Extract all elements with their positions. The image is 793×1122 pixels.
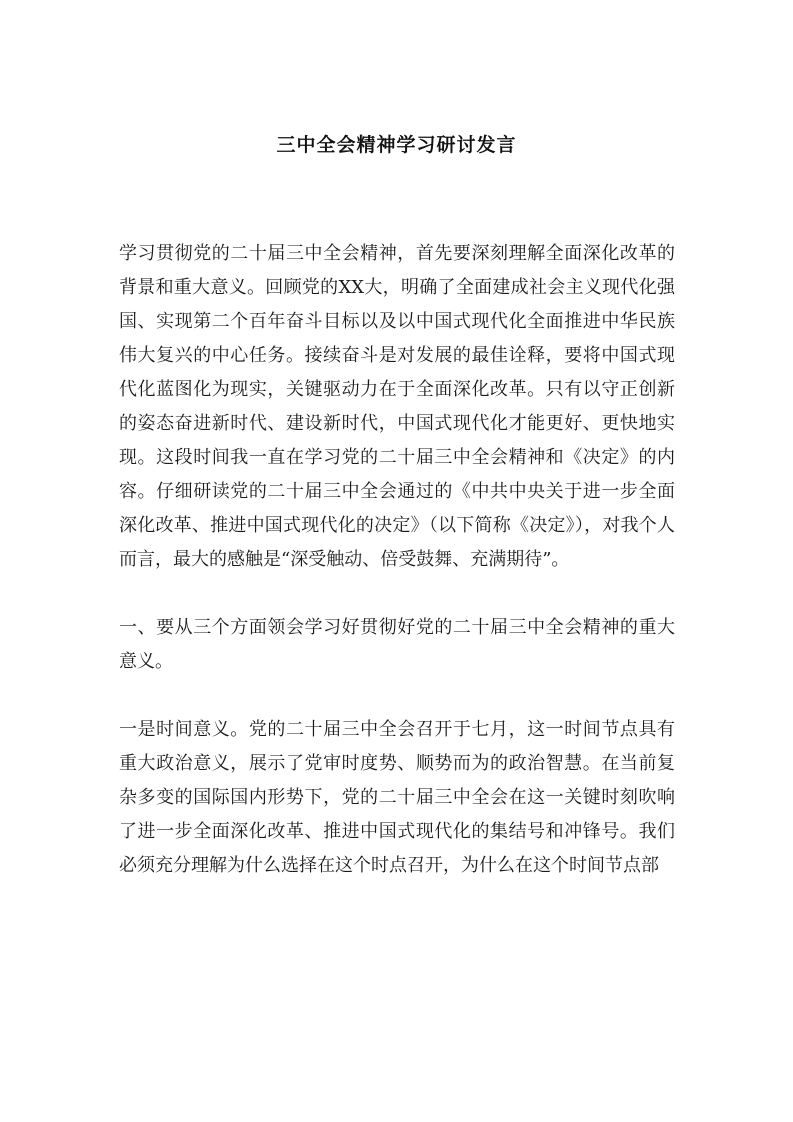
document-body [119, 237, 675, 917]
document-title: 三中全会精神学习研讨发言 [276, 134, 517, 156]
paragraph-section-heading: 一、要从三个方面领会学习好贯彻好党的二十届三中全会精神的重大意义。 [119, 617, 675, 672]
paragraph-intro: 学习贯彻党的二十届三中全会精神，首先要深刻理解全面深化改革的背景和重大意义。回顾党的XX大，明确了全面建成社会主义现代化强国、实现第二个百年奋斗目标以及以中国式现代化全面推进中华民族伟大复兴的中心任务。接续奋斗是对发展的最佳诠释，要将中国式现代化蓝图化为现实，关键驱动力在于全面深化改革。只有以守正创新的姿态奋进新时代、建设新时代，中国式现代化才能更好、更快地实现。这段时间我一直在学习党的二十届三中全会精神和《决定》的内容。仔细研读党的二十届三中全会通过的《中共中央关于进一步全面深化改革、推进中国式现代化的决定》（以下简称《决定》），对我个人而言，最大的感触是“深受触动、倍受鼓舞、充满期待”。 [119, 243, 675, 570]
paragraph-time-significance: 一是时间意义。党的二十届三中全会召开于七月，这一时间节点具有重大政治意义，展示了党审时度势、顺势而为的政治智慧。在当前复杂多变的国际国内形势下，党的二十届三中全会在这一关键时刻吹响了进一步全面深化改革、推进中国式现代化的集结号和冲锋号。我们必须充分理解为什么选择在这个时点召开，为什么在这个时间节点部 [119, 719, 675, 876]
